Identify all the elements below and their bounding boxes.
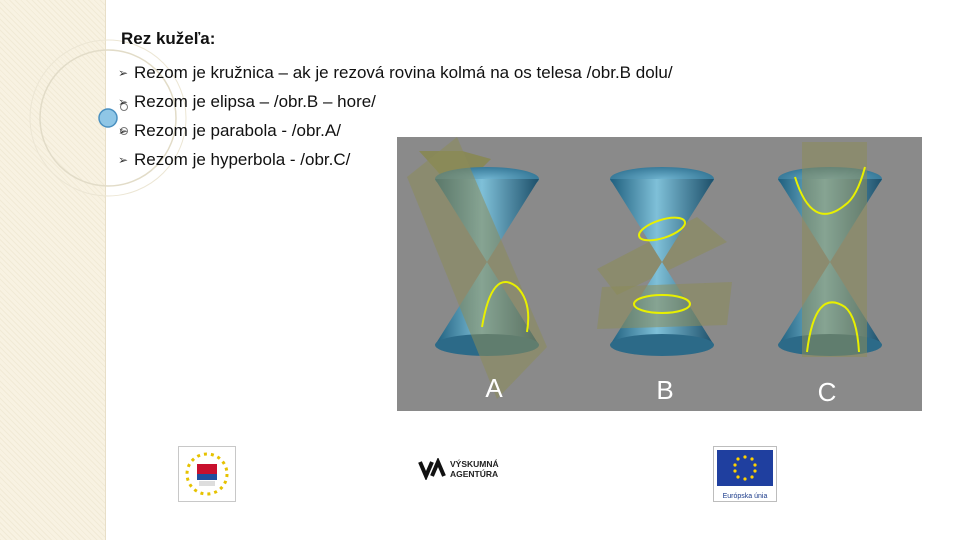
bullet-text: Rezom je hyperbola - /obr.C/	[134, 149, 351, 169]
vyskumna-agentura-logo	[418, 454, 528, 484]
decorative-dot-icon	[99, 109, 117, 127]
panel-label-b: B	[656, 375, 674, 405]
panel-label-c: C	[817, 377, 837, 407]
arrow-bullet-icon: ➢	[118, 94, 129, 109]
arrow-bullet-icon: ➢	[118, 152, 129, 167]
arrow-bullet-icon: ➢	[118, 123, 129, 138]
bullet-text: Rezom je elipsa – /obr.B – hore/	[134, 91, 376, 111]
eu-logo	[713, 446, 777, 502]
bullet-item	[118, 87, 673, 116]
panel-a-double-cone	[407, 137, 547, 399]
bullet-text: Rezom je parabola - /obr.A/	[134, 120, 341, 140]
agency-name-line1: VÝSKUMNÁ	[450, 459, 499, 469]
agency-name-line2: AGENTÚRA	[450, 469, 499, 479]
ministry-emblem-icon	[179, 447, 235, 501]
ministry-logo	[178, 446, 236, 502]
va-logo-icon	[418, 458, 446, 480]
bullet-text: Rezom je kružnica – ak je rezová rovina kolmá na os telesa /obr.B dolu/	[134, 62, 673, 82]
panel-b-double-cone	[597, 167, 732, 356]
arrow-bullet-icon: ➢	[118, 65, 129, 80]
conic-sections-figure	[397, 137, 922, 411]
bullet-item	[118, 58, 673, 87]
eu-flag-icon	[714, 447, 776, 489]
panel-c-double-cone	[778, 142, 882, 357]
eu-caption: Európska únia	[722, 493, 768, 500]
slide-title: Rez kužeľa:	[121, 29, 216, 48]
panel-label-a: A	[485, 373, 503, 403]
